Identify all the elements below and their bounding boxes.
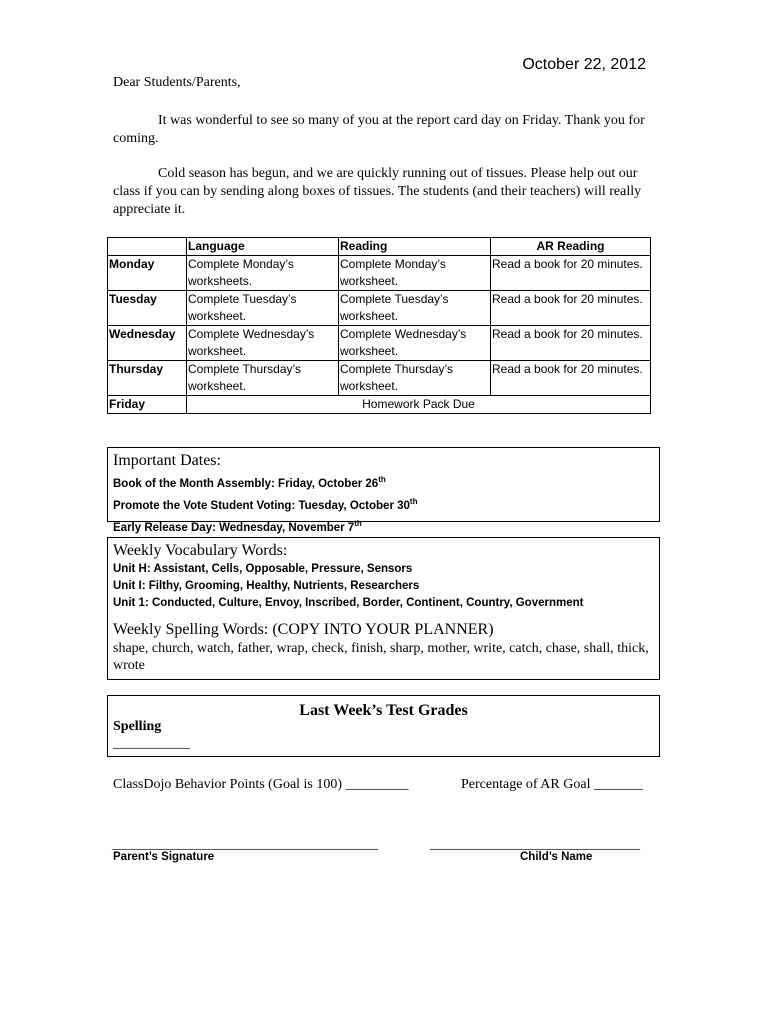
spelling-grade-label: Spelling [113, 719, 162, 734]
homework-row-wednesday [108, 326, 651, 361]
day-label: Monday [108, 256, 187, 291]
vocabulary-unit: Unit 1: Conducted, Culture, Envoy, Inscribed, Border, Continent, Country, Government [113, 597, 584, 609]
homework-header-reading: Reading [339, 238, 491, 256]
spelling-words: shape, church, watch, father, wrap, check, finish, sharp, mother, write, catch, chase, shall, thick, wrote [113, 641, 649, 673]
ar-reading-cell: Read a book for 20 minutes. [491, 256, 651, 291]
child-name-line: ______________________________ [430, 837, 640, 852]
homework-row-monday [108, 256, 651, 291]
ar-reading-cell: Read a book for 20 minutes. [491, 361, 651, 396]
day-label: Wednesday [108, 326, 187, 361]
homework-row-tuesday [108, 291, 651, 326]
ar-goal-percentage: Percentage of AR Goal _______ [461, 777, 643, 792]
day-label: Tuesday [108, 291, 187, 326]
classdojo-points: ClassDojo Behavior Points (Goal is 100) _________ [113, 777, 409, 792]
homework-header-blank [108, 238, 187, 256]
greeting: Dear Students/Parents, [113, 75, 241, 90]
paragraph-thanks: It was wonderful to see so many of you at the report card day on Friday. Thank you for coming. [113, 113, 645, 146]
homework-header-language: Language [187, 238, 339, 256]
important-dates-box [107, 447, 660, 534]
homework-row-friday [108, 396, 651, 414]
homework-row-thursday [108, 361, 651, 396]
reading-cell: Complete Thursday’s worksheet. [339, 361, 491, 396]
important-date-item: Early Release Day: Wednesday, November 7th [113, 518, 362, 534]
important-dates-title: Important Dates: [113, 452, 221, 469]
child-name-label: Child’s Name [520, 851, 593, 863]
spelling-grade-blank: ___________ [113, 736, 190, 751]
important-date-item: Book of the Month Assembly: Friday, October 26th [113, 475, 386, 490]
reading-cell: Complete Monday’s worksheet. [339, 256, 491, 291]
language-cell: Complete Wednesday’s worksheet. [187, 326, 339, 361]
day-label: Friday [108, 396, 187, 414]
vocabulary-unit: Unit H: Assistant, Cells, Opposable, Pressure, Sensors [113, 563, 413, 575]
parent-signature-label: Parent’s Signature [113, 851, 215, 863]
paragraph-tissues: Cold season has begun, and we are quickly running out of tissues. Please help out our class if you can by sending along boxes of tissues. The students (and their teachers) will really appreciate it. [113, 166, 642, 217]
letter-date: October 22, 2012 [522, 56, 646, 73]
homework-pack-due: Homework Pack Due [187, 396, 651, 414]
vocabulary-title: Weekly Vocabulary Words: [113, 542, 288, 559]
vocabulary-box [107, 537, 660, 680]
language-cell: Complete Monday’s worksheets. [187, 256, 339, 291]
day-label: Thursday [108, 361, 187, 396]
ar-reading-cell: Read a book for 20 minutes. [491, 291, 651, 326]
homework-table [107, 237, 651, 414]
homework-header-ar-reading: AR Reading [491, 238, 651, 256]
ar-reading-cell: Read a book for 20 minutes. [491, 326, 651, 361]
reading-cell: Complete Wednesday’s worksheet. [339, 326, 491, 361]
parent-signature-line: ______________________________________ [112, 837, 378, 852]
language-cell: Complete Thursday’s worksheet. [187, 361, 339, 396]
test-grades-box [107, 695, 660, 757]
spelling-title: Weekly Spelling Words: (COPY INTO YOUR PLANNER) [113, 621, 494, 638]
vocabulary-unit: Unit I: Filthy, Grooming, Healthy, Nutrients, Researchers [113, 580, 420, 592]
test-grades-title: Last Week’s Test Grades [299, 702, 468, 719]
reading-cell: Complete Tuesday’s worksheet. [339, 291, 491, 326]
homework-header-row [108, 238, 651, 256]
important-date-item: Promote the Vote Student Voting: Tuesday, October 30th [113, 496, 418, 512]
language-cell: Complete Tuesday’s worksheet. [187, 291, 339, 326]
